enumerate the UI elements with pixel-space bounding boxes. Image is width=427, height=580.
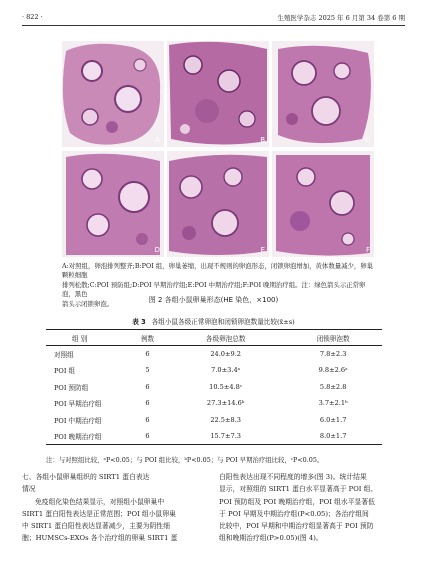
paragraph-line: 白阳性表达出现不同程度的增多(图 3)。统计结果: [219, 473, 367, 481]
table-row: [46, 395, 382, 411]
table-row: [46, 379, 382, 395]
panel-b-label: B: [260, 136, 265, 144]
panel-a-label: A: [155, 136, 160, 144]
follicle-count-table: [46, 329, 382, 445]
follicle-total-cell: 24.0±9.2: [210, 350, 242, 359]
follicle-total-cell: 7.0±3.4ᵃ: [211, 366, 241, 375]
atretic-cell: 7.8±2.3: [319, 350, 347, 359]
panel-e-image: [167, 151, 269, 257]
panel-d: [62, 151, 164, 257]
paragraph-line: 免疫组化染色结果显示，对照组小鼠卵巢中: [35, 497, 165, 506]
panel-c-image: [272, 41, 374, 147]
header-rule: [22, 25, 405, 26]
panel-d-label: D: [154, 246, 160, 254]
table-row: [46, 362, 382, 378]
panel-d-image: [62, 151, 164, 257]
panel-b: [167, 41, 269, 147]
figure-2-he-staining: [62, 41, 374, 258]
panel-a: [62, 41, 164, 147]
panel-c: [272, 41, 374, 147]
group-cell: POI 预防组: [54, 383, 89, 392]
column-header: 闭锁卵泡数: [316, 334, 350, 343]
paragraph-line: 胞；HUMSCs-EXOs 各个治疗组的卵巢 SIRT1 蛋: [22, 534, 178, 543]
legend-line: 排列松散;C:POI 预防组;D:POI 早期治疗组;E:POI 中期治疗组;F:POI 晚期治疗组。注：绿色箭头示正常卵泡，黑色: [62, 280, 366, 299]
group-cell: POI 中期治疗组: [54, 416, 102, 425]
follicle-total-cell: 10.5±4.8ᶜ: [209, 382, 243, 391]
paragraph-line: 于 POI 早期及中期治疗组(P<0.05)；各治疗组间: [219, 509, 369, 518]
group-cell: POI 早期治疗组: [54, 400, 102, 409]
panel-f: [272, 151, 374, 257]
panel-c-label: C: [365, 136, 370, 144]
atretic-cell: 8.0±1.7: [319, 431, 347, 440]
paragraph-line: 中 SIRT1 蛋白阳性表达显著减少，主要为阴性细: [22, 522, 170, 531]
atretic-cell: 5.8±2.8: [319, 382, 347, 391]
table-number: 表 3: [132, 318, 146, 326]
legend-line: 箭头示闭锁卵泡。: [62, 299, 114, 308]
follicle-total-cell: 27.3±14.6ᵇ: [206, 399, 245, 408]
journal-info: 生殖医学杂志 2025 年 6 月第 34 卷第 6 期: [277, 14, 405, 22]
table-row: [46, 346, 382, 362]
paragraph-line: 显示，对照组的 SIRT1 蛋白水平显著高于 POI 组、: [219, 485, 378, 494]
atretic-cell: 9.8±2.6ᵃ: [318, 366, 348, 375]
panel-f-image: [272, 151, 374, 257]
paragraph-line: SIRT1 蛋白阳性表达是正常范围；POI 组小鼠卵巢: [22, 509, 176, 518]
group-cell: POI 晚期治疗组: [54, 432, 102, 441]
follicle-total-cell: 22.5±8.3: [210, 415, 242, 424]
panel-b-image: [167, 41, 269, 147]
paragraph-line: POI 预防组及 POI 晚期治疗组，POI 组水平显著低: [219, 497, 375, 506]
page-number: · 822 ·: [22, 13, 43, 21]
figure-caption: 图 2 各组小鼠卵巢形态(HE 染色，×100): [148, 296, 279, 304]
group-cell: 对照组: [54, 351, 74, 360]
table-note: 注：与对照组比较，ᵃP<0.05；与 POI 组比较，ᵇP<0.05；与 POI 早期治疗组比较，ᶜP<0.05。: [46, 456, 324, 464]
panel-e-label: E: [260, 246, 265, 254]
section-heading: 七、各组小鼠卵巢组织的 SIRT1 蛋白表达: [22, 473, 150, 481]
column-header: 组 别: [72, 334, 88, 343]
body-column-left: [22, 471, 208, 545]
table-header-row: [46, 330, 382, 346]
n-cell: 6: [145, 382, 150, 391]
table-row: [46, 411, 382, 427]
atretic-cell: 6.0±1.7: [319, 415, 347, 424]
n-cell: 5: [145, 366, 150, 375]
panel-e: [167, 151, 269, 257]
atretic-cell: 3.7±2.1ᵇ: [318, 399, 348, 408]
n-cell: 6: [145, 415, 150, 424]
panel-a-image: [62, 41, 164, 147]
table-row: [46, 428, 382, 444]
table-title-text: 各组小鼠各级正常卵泡和闭锁卵泡数量比较(x̄±s): [151, 318, 295, 326]
n-cell: 6: [145, 431, 150, 440]
paragraph-line: 比较中，POI 早期和中期治疗组显著高于 POI 预防: [219, 522, 374, 531]
running-header: [22, 13, 405, 25]
table-title: [22, 316, 405, 326]
legend-line: A:对照组，卵泡排列整齐;B:POI 组，卵巢萎缩，出现不规则的卵泡形态，闭锁卵泡增加，黄体数量减少，卵巢颗粒细胞: [62, 262, 374, 280]
column-header: 各级卵泡总数: [205, 334, 246, 343]
n-cell: 6: [145, 399, 150, 408]
n-cell: 6: [145, 350, 150, 359]
panel-f-label: F: [365, 246, 370, 254]
body-column-right: [219, 471, 405, 545]
follicle-total-cell: 15.7±7.3: [210, 431, 242, 440]
column-header: 例数: [140, 334, 155, 343]
section-heading-continued: 情况: [22, 485, 36, 494]
paragraph-line: 组和晚期治疗组(P>0.05)(图 4)。: [219, 534, 323, 543]
group-cell: POI 组: [54, 367, 76, 376]
